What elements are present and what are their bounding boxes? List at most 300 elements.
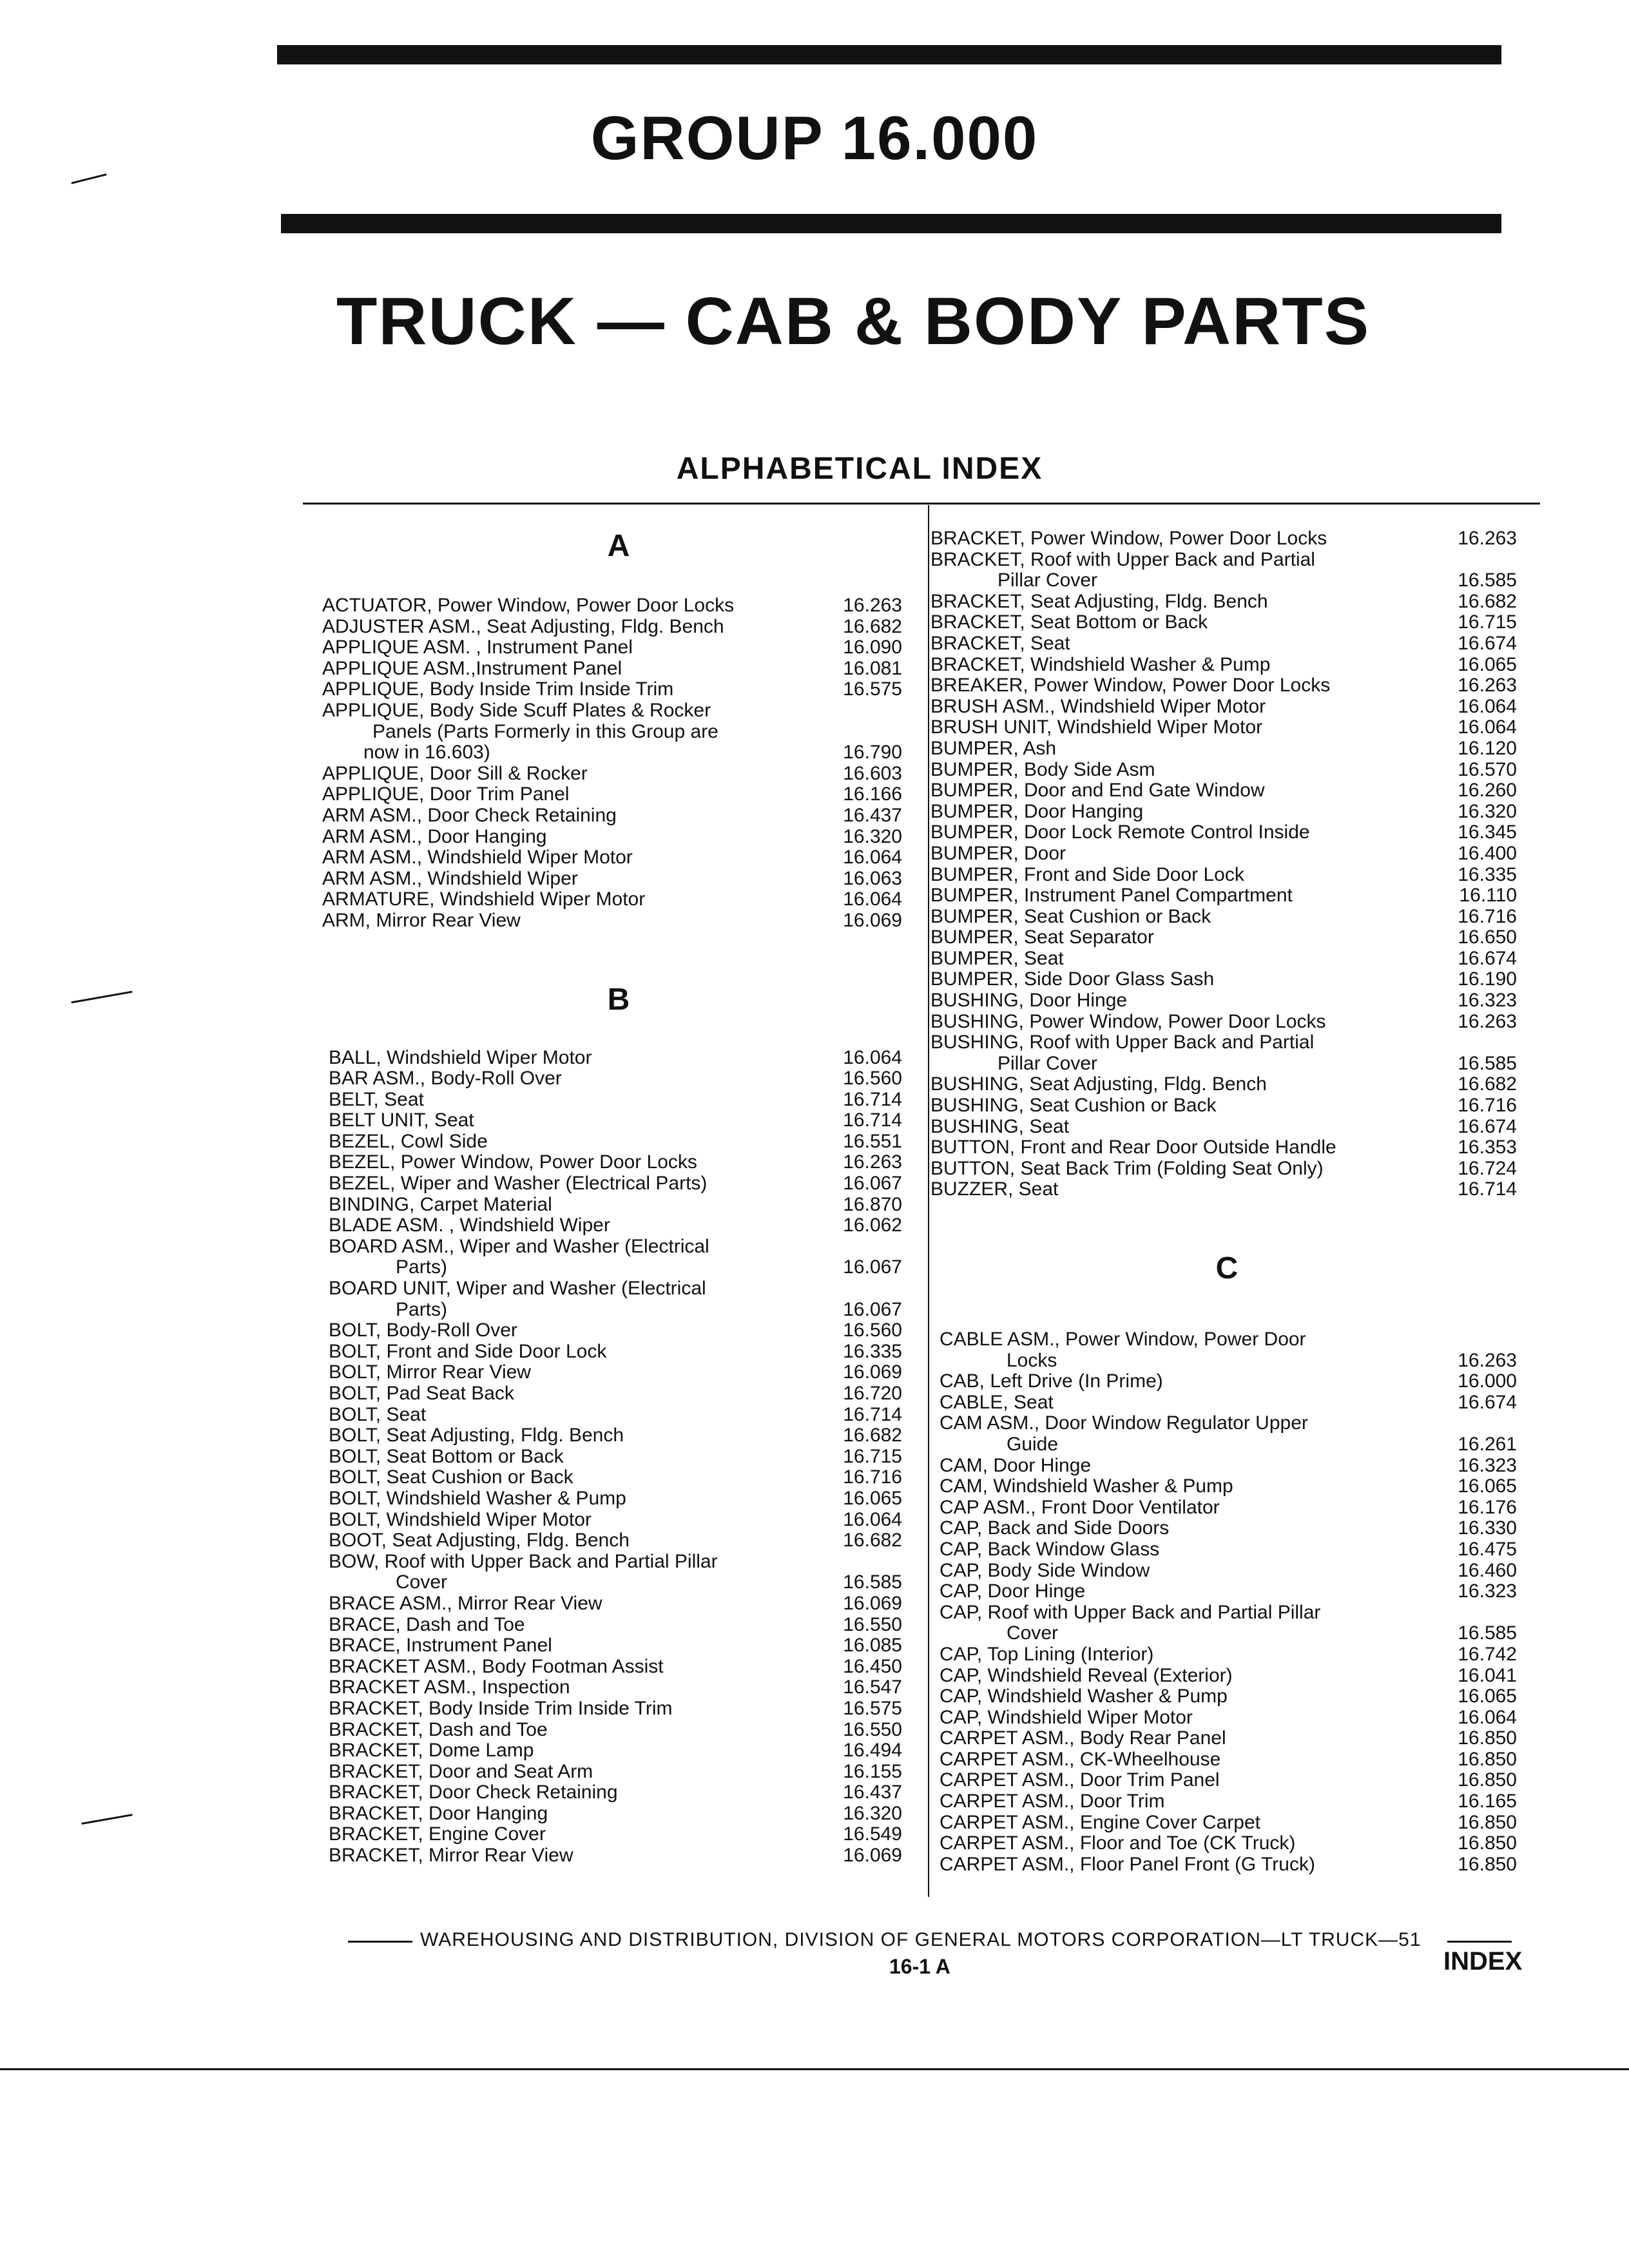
- entry-text: BUTTON, Seat Back Trim (Folding Seat Only): [930, 1157, 1324, 1179]
- entry-page: 16.064: [843, 847, 902, 869]
- index-entry: [329, 1762, 902, 1783]
- index-entry: [930, 1158, 1517, 1180]
- index-entry: [329, 1152, 902, 1173]
- index-entry: [940, 1749, 1517, 1771]
- index-entry: [329, 1425, 902, 1446]
- entry-text: BOLT, Seat Bottom or Back: [329, 1445, 564, 1467]
- entry-page: 16.069: [843, 909, 902, 931]
- entry-page: 16.715: [1458, 611, 1517, 633]
- entry-text: BRACKET, Seat Bottom or Back: [930, 611, 1208, 633]
- entry-text: BOLT, Front and Side Door Lock: [329, 1340, 607, 1362]
- entry-page: 16.475: [1458, 1538, 1517, 1560]
- entry-text: CAP, Door Hinge: [940, 1581, 1086, 1602]
- entry-text: ARMATURE, Windshield Wiper Motor: [322, 889, 646, 910]
- index-entry: [940, 1392, 1517, 1414]
- entry-page: 16.714: [843, 1088, 902, 1110]
- entry-text: CAP, Back Window Glass: [940, 1538, 1160, 1560]
- index-entry: [329, 1845, 902, 1867]
- entry-text: BUSHING, Door Hinge: [930, 990, 1128, 1012]
- entry-page: 16.176: [1458, 1496, 1517, 1518]
- entry-page: 16.353: [1458, 1137, 1517, 1158]
- entry-text: BRACKET, Engine Cover: [329, 1823, 546, 1845]
- entry-text: CAP ASM., Front Door Ventilator: [940, 1496, 1220, 1518]
- entry-text: BUMPER, Door Lock Remote Control Inside: [930, 822, 1310, 843]
- group-heading: GROUP 16.000: [590, 104, 1039, 173]
- entry-page: 16.494: [843, 1740, 902, 1762]
- entry-page: 16.190: [1458, 968, 1517, 990]
- entry-page: 16.081: [843, 657, 902, 679]
- index-entry: [940, 1581, 1517, 1602]
- entry-page: 16.560: [843, 1320, 902, 1341]
- entry-page: 16.551: [843, 1130, 902, 1152]
- entry-page: 16.320: [843, 1802, 902, 1824]
- entry-page: 16.263: [843, 595, 902, 616]
- entry-page: 16.715: [843, 1445, 902, 1467]
- index-entry: [930, 591, 1517, 613]
- entry-page: 16.850: [1458, 1748, 1517, 1770]
- index-entry: [930, 907, 1517, 928]
- entry-text: BRACKET, Power Window, Power Door Locks: [930, 528, 1327, 549]
- entry-page: 16.263: [1458, 1010, 1517, 1032]
- index-entry: [930, 843, 1517, 865]
- entry-page: 16.650: [1458, 927, 1517, 948]
- entry-page: 16.570: [1458, 758, 1517, 780]
- entry-page: 16.345: [1458, 822, 1517, 843]
- entry-text: ARM, Mirror Rear View: [322, 909, 521, 931]
- index-entry: [940, 1644, 1517, 1666]
- entry-text: BRUSH ASM., Windshield Wiper Motor: [930, 695, 1266, 717]
- entry-text: BOOT, Seat Adjusting, Fldg. Bench: [329, 1530, 630, 1552]
- entry-text: BRACE, Dash and Toe: [329, 1613, 525, 1635]
- entry-page: 16.716: [1458, 1095, 1517, 1117]
- index-entry: [322, 910, 902, 932]
- index-entry: [930, 927, 1517, 948]
- entry-text: BRACKET ASM., Body Footman Assist: [329, 1655, 664, 1677]
- entry-page: 16.550: [843, 1718, 902, 1740]
- entry-continuation: Cover: [396, 1571, 448, 1593]
- index-entry: [329, 1593, 902, 1615]
- entry-page: 16.263: [1458, 528, 1517, 549]
- footer-text: WAREHOUSING AND DISTRIBUTION, DIVISION OF GENERAL MOTORS CORPORATION—LT TRUCK—51: [420, 1929, 1422, 1950]
- index-entry: [940, 1561, 1517, 1582]
- index-entry: [329, 1090, 902, 1111]
- entry-page: 16.437: [843, 1782, 902, 1803]
- entry-page: 16.450: [843, 1655, 902, 1677]
- index-entry: [322, 847, 902, 869]
- index-entry: [329, 1048, 902, 1069]
- right-column: [930, 528, 1517, 1875]
- page-title: TRUCK — CAB & BODY PARTS: [336, 284, 1371, 359]
- index-entry: [940, 1666, 1517, 1687]
- entry-text: APPLIQUE, Door Sill & Rocker: [322, 762, 588, 784]
- entry-page: 16.120: [1458, 737, 1517, 759]
- entry-page: 16.320: [1458, 800, 1517, 822]
- bottom-rule: [0, 2068, 1629, 2070]
- entry-text: CAP, Back and Side Doors: [940, 1517, 1170, 1539]
- index-entry: [930, 948, 1517, 970]
- index-entry: [329, 1615, 902, 1636]
- index-entry: [940, 1791, 1517, 1812]
- index-entry: [329, 1657, 902, 1678]
- index-entry: [930, 969, 1517, 990]
- entry-text: CAP, Windshield Washer & Pump: [940, 1686, 1228, 1707]
- entry-text: BOARD ASM., Wiper and Washer (Electrical: [329, 1235, 709, 1257]
- page-number: 16-1 A: [889, 1955, 950, 1978]
- section-a-list: [322, 595, 902, 932]
- index-entry: [940, 1476, 1517, 1497]
- entry-text: BOLT, Seat Cushion or Back: [329, 1466, 574, 1488]
- entry-text: BINDING, Carpet Material: [329, 1193, 552, 1215]
- entry-page: 16.682: [843, 1530, 902, 1552]
- index-entry: [930, 697, 1517, 718]
- entry-text: BOLT, Seat Adjusting, Fldg. Bench: [329, 1425, 624, 1446]
- entry-text: BOW, Roof with Upper Back and Partial Pillar: [329, 1550, 718, 1572]
- entry-continuation: Panels (Parts Formerly in this Group are: [372, 720, 718, 742]
- entry-page: 16.790: [843, 742, 902, 764]
- index-entry: [329, 1552, 902, 1593]
- entry-text: BUMPER, Ash: [930, 737, 1057, 759]
- index-entry: [940, 1539, 1517, 1561]
- index-entry: [930, 802, 1517, 823]
- entry-page: 16.085: [843, 1635, 902, 1657]
- footer-dash-left: [348, 1941, 412, 1943]
- entry-continuation: now in 16.603): [363, 742, 490, 764]
- entry-text: BRACKET, Mirror Rear View: [329, 1845, 574, 1867]
- index-entry: [329, 1173, 902, 1195]
- entry-continuation: Pillar Cover: [998, 1052, 1098, 1074]
- index-entry: [322, 637, 902, 658]
- left-column: [322, 515, 902, 1867]
- entry-page: 16.400: [1458, 842, 1517, 864]
- entry-text: BOLT, Windshield Wiper Motor: [329, 1508, 592, 1530]
- entry-text: BRACKET, Door Check Retaining: [329, 1782, 618, 1803]
- section-letter-a: A: [607, 529, 630, 563]
- entry-text: ADJUSTER ASM., Seat Adjusting, Fldg. Bench: [322, 615, 724, 637]
- index-entry: [940, 1833, 1517, 1854]
- entry-text: BRACKET, Body Inside Trim Inside Trim: [329, 1697, 673, 1719]
- entry-page: 16.682: [843, 615, 902, 637]
- entry-text: CAM, Door Hinge: [940, 1454, 1092, 1476]
- index-entry: [329, 1488, 902, 1510]
- entry-page: 16.335: [843, 1340, 902, 1362]
- index-entry: [930, 1179, 1517, 1200]
- entry-text: BALL, Windshield Wiper Motor: [329, 1046, 592, 1068]
- second-rule: [281, 214, 1501, 233]
- entry-page: 16.850: [1458, 1853, 1517, 1875]
- index-entry: [940, 1686, 1517, 1707]
- entry-text: BRACE, Instrument Panel: [329, 1635, 552, 1657]
- entry-text: BUSHING, Seat Adjusting, Fldg. Bench: [930, 1073, 1267, 1095]
- entry-page: 16.260: [1458, 780, 1517, 802]
- entry-page: 16.682: [843, 1425, 902, 1446]
- entry-text: BRACKET, Dome Lamp: [329, 1740, 534, 1762]
- entry-text: ARM ASM., Door Hanging: [322, 825, 547, 847]
- entry-text: BRUSH UNIT, Windshield Wiper Motor: [930, 716, 1263, 738]
- index-entry: [329, 1068, 902, 1090]
- entry-text: BRACKET, Seat Adjusting, Fldg. Bench: [930, 590, 1268, 612]
- section-b-list: [329, 1048, 902, 1867]
- index-entry: [940, 1854, 1517, 1876]
- entry-page: 16.064: [1458, 716, 1517, 738]
- entry-text: BRACKET, Dash and Toe: [329, 1718, 548, 1740]
- entry-page: 16.682: [1458, 1073, 1517, 1095]
- entry-page: 16.065: [843, 1487, 902, 1509]
- index-entry: [329, 1236, 902, 1278]
- index-entry: [940, 1413, 1517, 1455]
- entry-text: BAR ASM., Body-Roll Over: [329, 1068, 562, 1090]
- entry-text: BOLT, Windshield Washer & Pump: [329, 1487, 626, 1509]
- index-entry: [930, 780, 1517, 802]
- index-entry: [930, 1032, 1517, 1074]
- index-entry: [930, 822, 1517, 843]
- entry-text: BUMPER, Door and End Gate Window: [930, 780, 1265, 802]
- index-entry: [329, 1720, 902, 1741]
- entry-text: CAB, Left Drive (In Prime): [940, 1370, 1163, 1392]
- index-entry: [930, 1117, 1517, 1138]
- index-entry: [930, 528, 1517, 550]
- entry-page: 16.674: [1458, 1115, 1517, 1137]
- index-entry: [329, 1824, 902, 1845]
- index-entry: [329, 1362, 902, 1383]
- entry-text: BRACKET, Door Hanging: [329, 1802, 548, 1824]
- entry-text: BRACKET, Seat: [930, 632, 1070, 654]
- index-entry: [329, 1510, 902, 1531]
- index-entry: [329, 1446, 902, 1468]
- index-entry: [322, 827, 902, 848]
- entry-page: 16.550: [843, 1613, 902, 1635]
- entry-text: BUMPER, Seat: [930, 947, 1064, 969]
- entry-text: CARPET ASM., CK-Wheelhouse: [940, 1748, 1221, 1770]
- entry-page: 16.041: [1458, 1664, 1517, 1686]
- entry-page: 16.720: [843, 1383, 902, 1404]
- entry-page: 16.166: [843, 783, 902, 805]
- margin-mark-3: [81, 1814, 132, 1825]
- entry-page: 16.263: [1458, 1349, 1517, 1371]
- index-entry: [930, 738, 1517, 760]
- entry-page: 16.714: [1458, 1178, 1517, 1200]
- entry-text: BELT, Seat: [329, 1088, 424, 1110]
- index-rule: [303, 503, 1540, 505]
- entry-page: 16.674: [1458, 632, 1517, 654]
- entry-text: ARM ASM., Door Check Retaining: [322, 804, 617, 826]
- entry-page: 16.850: [1458, 1832, 1517, 1854]
- entry-text: BOLT, Body-Roll Over: [329, 1320, 517, 1341]
- entry-page: 16.261: [1458, 1433, 1517, 1455]
- entry-text: CAP, Windshield Reveal (Exterior): [940, 1664, 1233, 1686]
- entry-page: 16.069: [843, 1845, 902, 1867]
- entry-page: 16.437: [843, 804, 902, 826]
- index-entry: [930, 865, 1517, 886]
- entry-text: ACTUATOR, Power Window, Power Door Locks: [322, 595, 735, 616]
- index-entry: [940, 1497, 1517, 1519]
- section-letter-c: C: [1215, 1251, 1239, 1285]
- entry-page: 16.064: [1458, 1706, 1517, 1728]
- entry-continuation: Parts): [396, 1298, 448, 1320]
- entry-text: CAM ASM., Door Window Regulator Upper: [940, 1412, 1308, 1434]
- entry-text: CARPET ASM., Door Trim: [940, 1791, 1165, 1812]
- entry-text: APPLIQUE, Body Side Scuff Plates & Rocker: [322, 699, 711, 721]
- entry-text: BRACKET, Windshield Washer & Pump: [930, 653, 1271, 675]
- entry-text: BUSHING, Power Window, Power Door Locks: [930, 1010, 1326, 1032]
- section-letter-b: B: [607, 982, 630, 1017]
- index-entry: [329, 1467, 902, 1488]
- index-entry: [329, 1320, 902, 1341]
- index-entry: [940, 1371, 1517, 1392]
- entry-text: BUSHING, Seat: [930, 1115, 1070, 1137]
- index-entry: [940, 1602, 1517, 1644]
- entry-page: 16.585: [1458, 1052, 1517, 1074]
- index-entry: [329, 1215, 902, 1236]
- entry-page: 16.165: [1458, 1791, 1517, 1812]
- entry-text: BOARD UNIT, Wiper and Washer (Electrical: [329, 1278, 706, 1300]
- entry-text: BREAKER, Power Window, Power Door Locks: [930, 675, 1331, 697]
- entry-continuation: Guide: [1007, 1433, 1059, 1455]
- index-entry: [940, 1770, 1517, 1791]
- entry-text: ARM ASM., Windshield Wiper: [322, 867, 578, 889]
- entry-page: 16.064: [1458, 695, 1517, 717]
- index-entry: [322, 617, 902, 638]
- entry-text: APPLIQUE, Door Trim Panel: [322, 783, 570, 805]
- entry-page: 16.335: [1458, 863, 1517, 885]
- entry-page: 16.323: [1458, 990, 1517, 1012]
- index-entry: [329, 1341, 902, 1363]
- section-c-list: [940, 1329, 1517, 1875]
- entry-page: 16.724: [1458, 1157, 1517, 1179]
- entry-text: BUMPER, Seat Separator: [930, 927, 1154, 948]
- entry-page: 16.065: [1458, 653, 1517, 675]
- entry-page: 16.674: [1458, 1391, 1517, 1413]
- entry-page: 16.067: [843, 1298, 902, 1320]
- index-entry: [930, 550, 1517, 591]
- index-entry: [322, 658, 902, 680]
- entry-text: BUSHING, Seat Cushion or Back: [930, 1095, 1217, 1117]
- entry-text: CAM, Windshield Washer & Pump: [940, 1475, 1233, 1497]
- entry-page: 16.674: [1458, 947, 1517, 969]
- entry-page: 16.716: [843, 1466, 902, 1488]
- section-b-continued-list: [930, 528, 1517, 1200]
- index-entry: [322, 869, 902, 890]
- entry-text: BELT UNIT, Seat: [329, 1110, 474, 1131]
- index-entry: [930, 612, 1517, 633]
- entry-page: 16.585: [1458, 1622, 1517, 1644]
- entry-page: 16.064: [843, 1046, 902, 1068]
- entry-page: 16.320: [843, 825, 902, 847]
- entry-text: BUMPER, Door: [930, 842, 1066, 864]
- entry-text: APPLIQUE ASM.,Instrument Panel: [322, 657, 622, 679]
- entry-text: BRACKET, Door and Seat Arm: [329, 1760, 593, 1782]
- index-entry: [329, 1740, 902, 1762]
- entry-text: BUMPER, Instrument Panel Compartment: [930, 885, 1293, 907]
- entry-page: 16.323: [1458, 1581, 1517, 1602]
- entry-text: BEZEL, Wiper and Washer (Electrical Parts): [329, 1173, 708, 1195]
- index-entry: [930, 655, 1517, 676]
- entry-page: 16.575: [843, 1697, 902, 1719]
- index-entry: [329, 1803, 902, 1825]
- entry-text: APPLIQUE, Body Inside Trim Inside Trim: [322, 678, 674, 700]
- index-entry: [329, 1530, 902, 1552]
- index-heading: ALPHABETICAL INDEX: [676, 452, 1043, 486]
- entry-text: CARPET ASM., Floor and Toe (CK Truck): [940, 1832, 1296, 1854]
- index-entry: [930, 675, 1517, 697]
- entry-text: BOLT, Seat: [329, 1403, 427, 1425]
- entry-page: 16.682: [1458, 590, 1517, 612]
- entry-text: CAP, Body Side Window: [940, 1559, 1150, 1581]
- index-entry: [940, 1707, 1517, 1729]
- index-entry: [322, 889, 902, 910]
- index-entry: [930, 1074, 1517, 1095]
- index-entry: [329, 1782, 902, 1803]
- entry-text: BRACKET, Roof with Upper Back and Partial: [930, 548, 1315, 570]
- index-entry: [930, 990, 1517, 1012]
- entry-text: BRACE ASM., Mirror Rear View: [329, 1592, 602, 1614]
- entry-page: 16.549: [843, 1823, 902, 1845]
- footer-dash-right: [1447, 1941, 1512, 1943]
- entry-page: 16.870: [843, 1193, 902, 1215]
- entry-page: 16.062: [843, 1215, 902, 1236]
- entry-page: 16.714: [843, 1403, 902, 1425]
- entry-page: 16.067: [843, 1173, 902, 1195]
- index-entry: [930, 633, 1517, 655]
- index-entry: [940, 1329, 1517, 1371]
- entry-text: BUSHING, Roof with Upper Back and Partial: [930, 1032, 1315, 1053]
- entry-page: 16.850: [1458, 1769, 1517, 1791]
- entry-text: BRACKET ASM., Inspection: [329, 1677, 570, 1698]
- entry-text: CABLE, Seat: [940, 1391, 1054, 1413]
- entry-text: CABLE ASM., Power Window, Power Door: [940, 1329, 1306, 1350]
- entry-text: BLADE ASM. , Windshield Wiper: [329, 1215, 610, 1236]
- entry-page: 16.330: [1458, 1517, 1517, 1539]
- index-tag: INDEX: [1443, 1947, 1523, 1975]
- entry-text: CAP, Roof with Upper Back and Partial Pillar: [940, 1601, 1321, 1623]
- entry-page: 16.585: [843, 1571, 902, 1593]
- entry-text: BEZEL, Cowl Side: [329, 1130, 488, 1152]
- index-entry: [329, 1383, 902, 1405]
- entry-page: 16.065: [1458, 1475, 1517, 1497]
- index-entry: [930, 760, 1517, 781]
- index-entry: [930, 1012, 1517, 1033]
- index-entry: [930, 1137, 1517, 1158]
- index-entry: [329, 1110, 902, 1131]
- entry-page: 16.560: [843, 1068, 902, 1090]
- entry-continuation: Locks: [1007, 1349, 1057, 1371]
- entry-page: 16.064: [843, 889, 902, 910]
- index-entry: [329, 1278, 902, 1320]
- entry-page: 16.850: [1458, 1811, 1517, 1833]
- entry-page: 16.850: [1458, 1727, 1517, 1749]
- entry-page: 16.585: [1458, 570, 1517, 591]
- index-entry: [329, 1131, 902, 1153]
- index-entry: [322, 784, 902, 805]
- entry-page: 16.263: [1458, 675, 1517, 697]
- entry-text: BUTTON, Front and Rear Door Outside Handle: [930, 1137, 1336, 1158]
- entry-text: APPLIQUE ASM. , Instrument Panel: [322, 637, 633, 658]
- entry-page: 16.067: [843, 1256, 902, 1278]
- margin-mark-1: [71, 173, 106, 184]
- entry-page: 16.603: [843, 762, 902, 784]
- index-entry: [940, 1728, 1517, 1749]
- index-entry: [322, 700, 902, 764]
- index-entry: [329, 1635, 902, 1657]
- entry-text: ARM ASM., Windshield Wiper Motor: [322, 847, 633, 869]
- index-entry: [322, 595, 902, 617]
- entry-continuation: Cover: [1007, 1622, 1059, 1644]
- index-entry: [329, 1677, 902, 1698]
- index-entry: [322, 805, 902, 827]
- entry-page: 16.000: [1458, 1370, 1517, 1392]
- index-entry: [329, 1195, 902, 1216]
- top-rule: [277, 45, 1501, 64]
- index-entry: [930, 717, 1517, 738]
